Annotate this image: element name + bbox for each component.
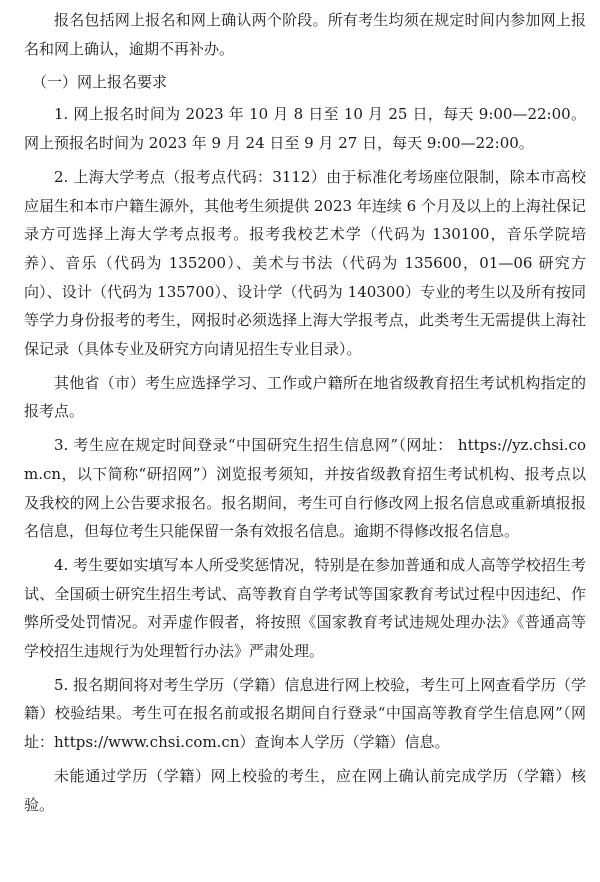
paragraph-shanghai-exam-site: 2. 上海大学考点（报考点代码：3112）由于标准化考场座位限制，除本市高校应届生和本市户籍生源外，其他考生须提供 2023 年连续 6 个月及以上的上海社保记录方可选择上海大学考点报考。报考我校艺术学（代码为 130100，音乐学院培养）、音乐（代码为 135200）、美术与书法（代码为 135600，01—06 研究方向）、设计（代码为 135700）、设计学（代码为 140300）专业的考生以及所有按同等学力身份报考的考生，网报时必须选择上海大学报考点，此类考生无需提供上海社保记录（具体专业及研究方向请见招生专业目录）。 — [24, 167, 586, 359]
paragraph-login-instructions: 3. 考生应在规定时间登录“中国研究生招生信息网”（网址： https://yz.chsi.com.cn，以下简称“研招网”）浏览报考须知，并按省级教育招生考试机构、报考点以及我校的网上公告要求报名。报名期间，考生可自行修改网上报名信息或重新填报报名信息，但每位考生只能保留一条有效报名信息。逾期不得修改报名信息。 — [24, 436, 586, 541]
paragraph-other-provinces: 其他省（市）考生应选择学习、工作或户籍所在地省级教育招生考试机构指定的报考点。 — [24, 373, 586, 421]
paragraph-education-verification: 5. 报名期间将对考生学历（学籍）信息进行网上校验，考生可上网查看学历（学籍）校验结果。考生可在报名前或报名期间自行登录“中国高等教育学生信息网”（网址：https://www.chsi.com.cn）查询本人学历（学籍）信息。 — [24, 675, 586, 752]
intro-paragraph: 报名包括网上报名和网上确认两个阶段。所有考生均须在规定时间内参加网上报名和网上确认，逾期不再补办。 — [24, 11, 586, 58]
paragraph-rewards-penalties: 4. 考生要如实填写本人所受奖惩情况，特别是在参加普通和成人高等学校招生考试、全国硕士研究生招生考试、高等教育自学考试等国家教育考试过程中因违纪、作弊所受处罚情况。对弄虚作假者，将按照《国家教育考试违规处理办法》《普通高等学校招生违规行为处理暂行办法》严肃处理。 — [24, 555, 586, 661]
paragraph-registration-time: 1. 网上报名时间为 2023 年 10 月 8 日至 10 月 25 日，每天 9:00—22:00。网上预报名时间为 2023 年 9 月 24 日至 9 月 27 日，每天 9:00—22:00。 — [24, 105, 586, 153]
paragraph-verification-failure: 未能通过学历（学籍）网上校验的考生，应在网上确认前完成学历（学籍）核验。 — [24, 766, 586, 814]
section-heading: （一）网上报名要求 — [32, 73, 168, 92]
